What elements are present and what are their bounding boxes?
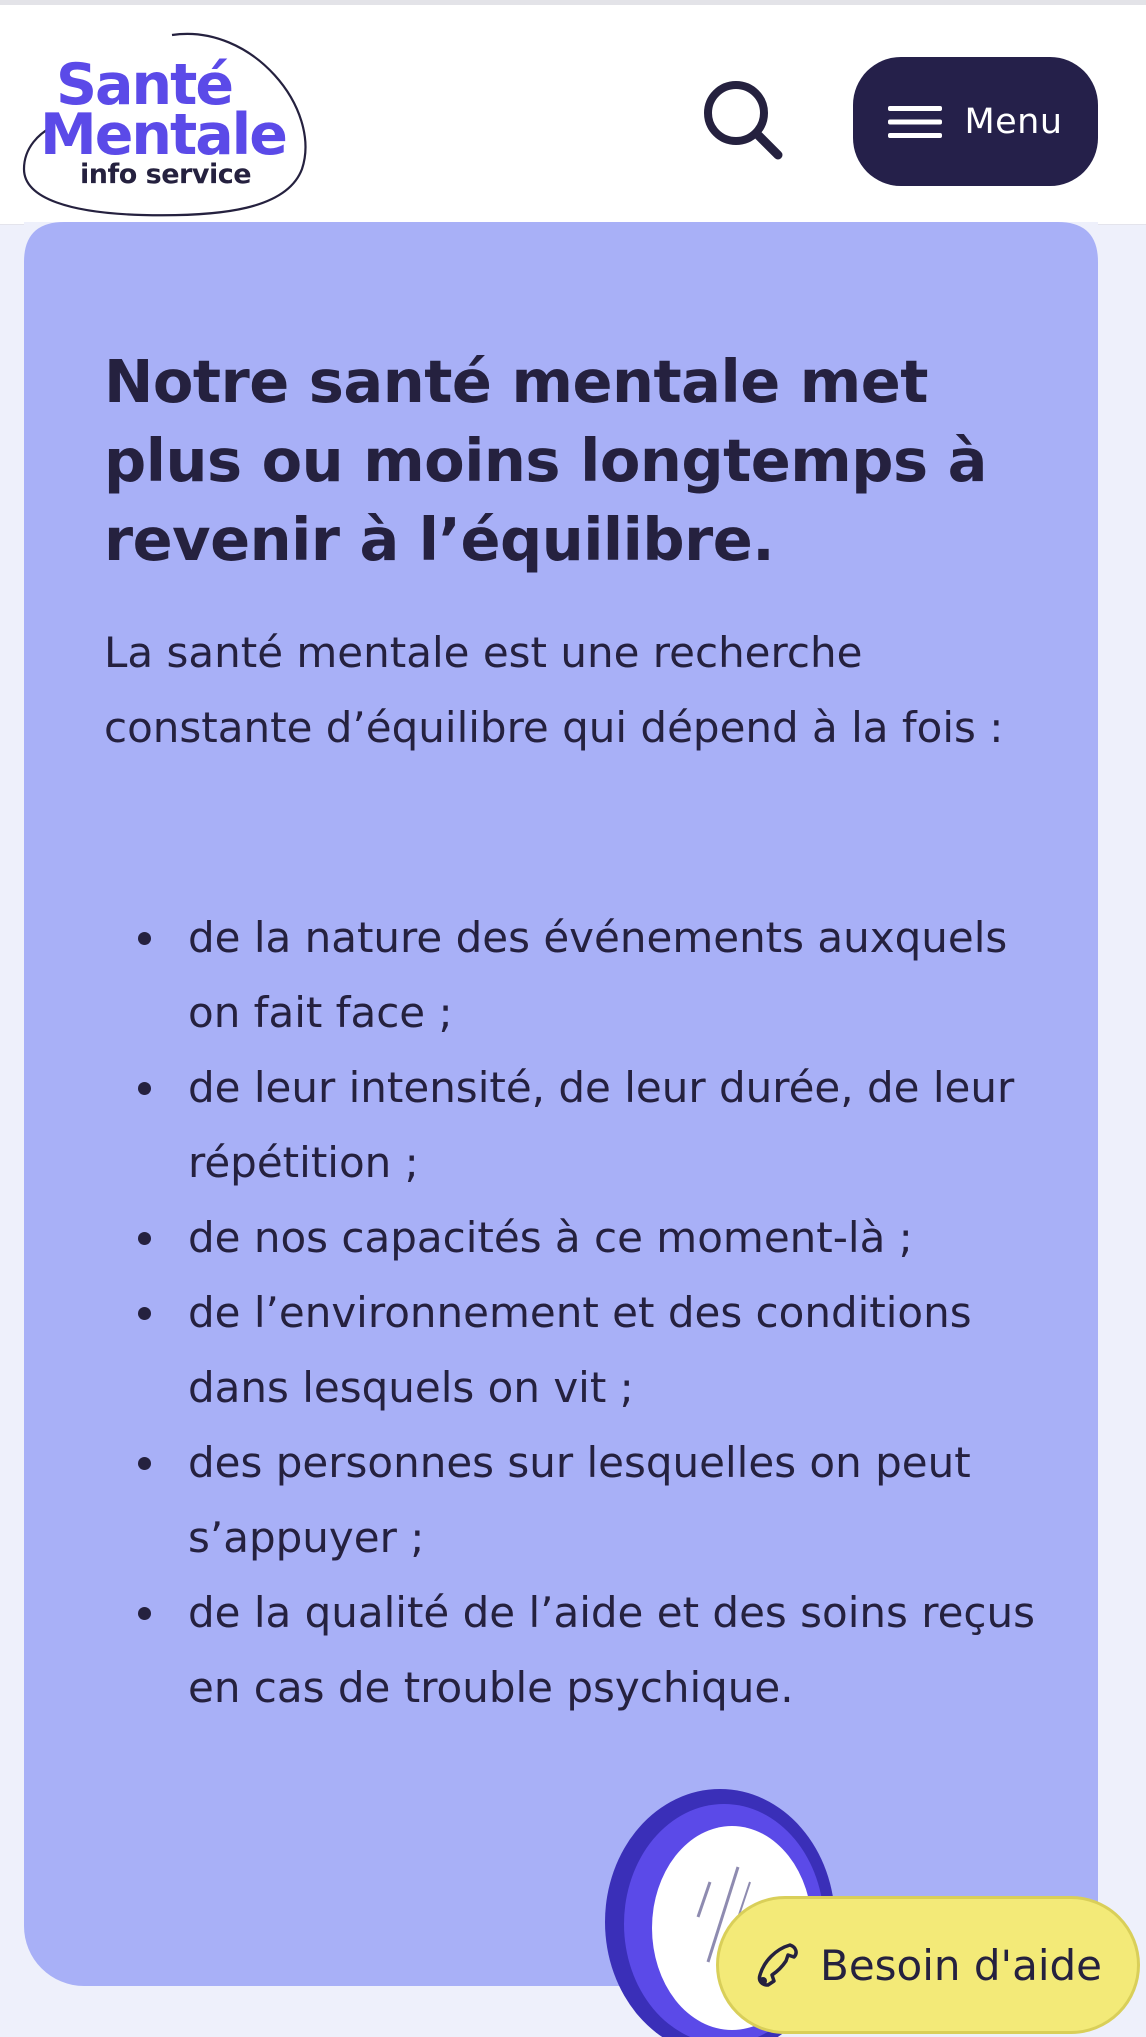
list-item: de nos capacités à ce moment-là ; <box>188 1200 1044 1275</box>
menu-button[interactable] <box>853 57 1098 186</box>
search-button[interactable] <box>700 77 786 163</box>
logo-text-mentale: Mentale <box>40 102 286 168</box>
menu-label: Menu <box>964 101 1063 142</box>
help-button[interactable] <box>716 1896 1140 2034</box>
search-icon <box>700 77 786 163</box>
list-item: de l’environnement et des conditions dans lesquels on vit ; <box>188 1275 1044 1425</box>
list-item: de leur intensité, de leur durée, de leur répétition ; <box>188 1050 1044 1200</box>
info-card <box>24 222 1098 1986</box>
card-title: Notre santé mentale met plus ou moins longtemps à revenir à l’équilibre. <box>104 347 987 574</box>
card-intro: La santé mentale est une recherche constante d’équilibre qui dépend à la fois : <box>104 628 1004 752</box>
phone-icon <box>754 1941 802 1989</box>
factors-list <box>104 900 1044 1725</box>
list-item: de la qualité de l’aide et des soins reçus en cas de trouble psychique. <box>188 1575 1044 1725</box>
site-logo[interactable] <box>22 29 312 219</box>
logo-text-sante: Santé <box>56 52 233 118</box>
help-button-label: Besoin d'aide <box>820 1940 1102 1990</box>
list-item: de la nature des événements auxquels on fait face ; <box>188 900 1044 1050</box>
site-header <box>0 0 1146 225</box>
list-item: des personnes sur lesquelles on peut s’appuyer ; <box>188 1425 1044 1575</box>
hamburger-icon <box>888 104 942 140</box>
logo-text-info-service: info service <box>80 159 252 190</box>
